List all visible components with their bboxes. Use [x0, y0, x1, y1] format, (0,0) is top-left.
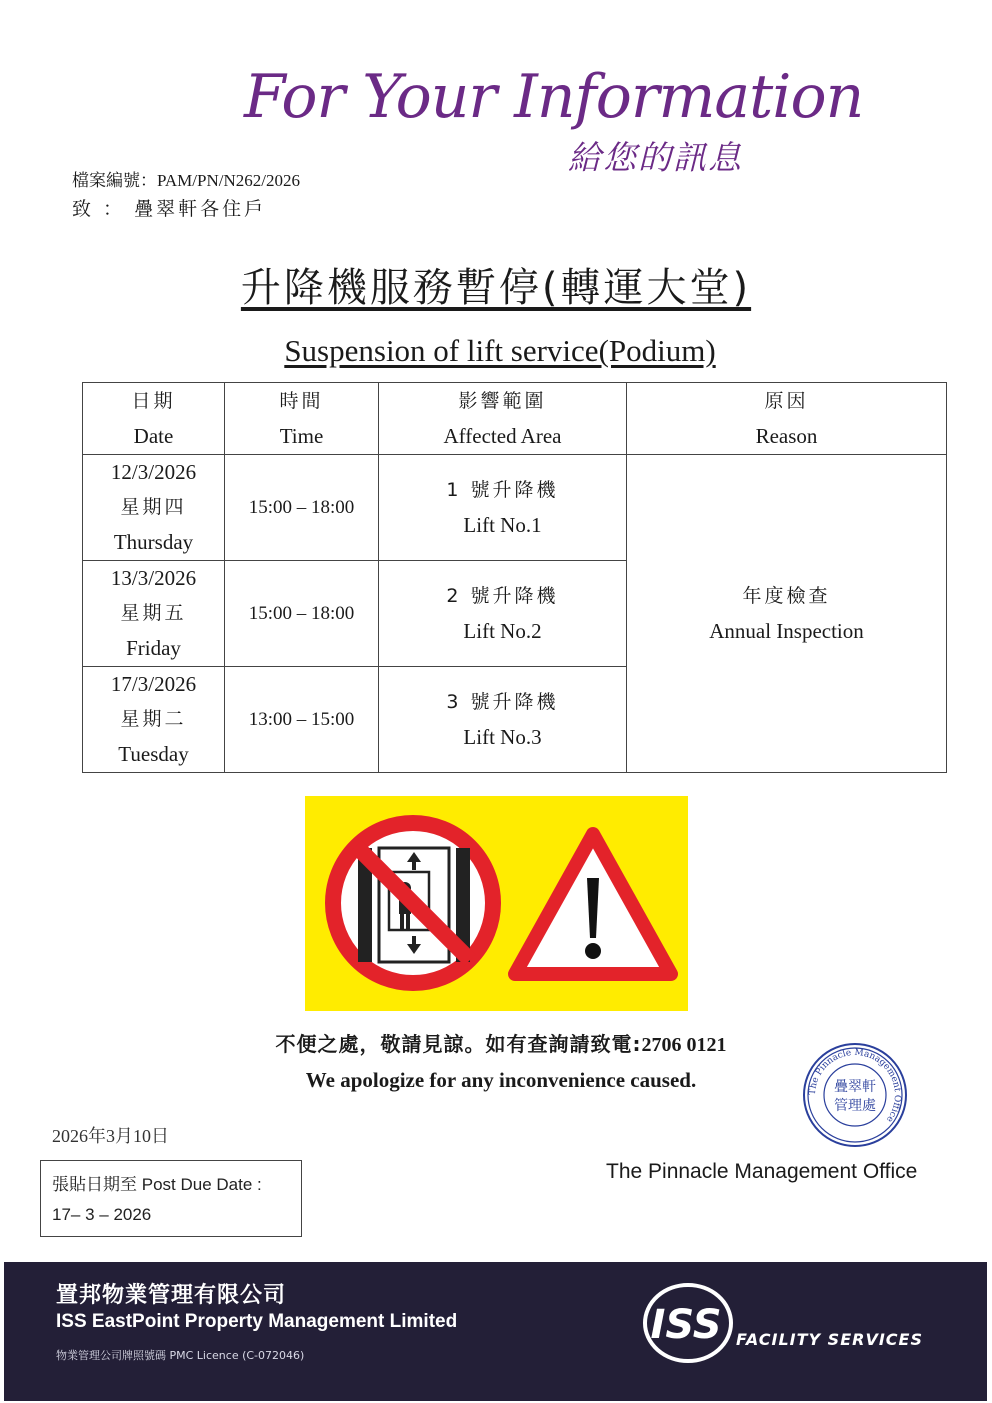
licence-number: 物業管理公司牌照號碼 PMC Licence (C-072046)	[56, 1349, 305, 1362]
iss-logo-graphic	[640, 1278, 736, 1364]
post-due-date: 17– 3 – 2026	[52, 1205, 152, 1224]
date-cell	[83, 667, 225, 773]
header-reason-en: Reason	[755, 423, 818, 448]
title-zh: 升降機服務暫停(轉運大堂)	[240, 265, 752, 311]
header-area-en: Affected Area	[443, 423, 562, 448]
header-date-zh: 日期	[131, 389, 176, 412]
sign-graphic	[305, 796, 688, 1011]
header-area	[379, 383, 627, 455]
table-header-row	[83, 383, 947, 455]
date-value: 17/3/2026	[110, 672, 197, 696]
recipient-line: 致 ： 疊翠軒各住戶	[72, 198, 267, 220]
post-due-label-en: Post Due Date :	[141, 1175, 262, 1194]
header-date	[83, 383, 225, 455]
area-en: Lift No.2	[463, 618, 542, 643]
table-row	[83, 455, 947, 561]
header-date-en: Date	[133, 423, 174, 448]
weekday-zh: 星期二	[120, 708, 187, 730]
seal-center-2: 管理處	[834, 1098, 876, 1114]
header-time-zh: 時間	[279, 389, 324, 412]
fyi-heading-zh: 給您的訊息	[568, 138, 743, 177]
reason-en: Annual Inspection	[709, 618, 864, 643]
fyi-heading: For Your Information	[244, 62, 864, 132]
lift-warning-sign	[305, 796, 688, 1011]
weekday-zh: 星期五	[120, 602, 187, 624]
seal-stamp-icon	[800, 1040, 910, 1150]
time-cell: 13:00 – 15:00	[225, 667, 379, 773]
weekday-zh: 星期四	[120, 496, 187, 518]
seal-graphic	[800, 1040, 910, 1150]
area-en: Lift No.3	[463, 724, 542, 749]
weekday-en: Thursday	[113, 530, 194, 554]
post-due-label-zh: 張貼日期至	[52, 1175, 137, 1195]
facility-services-text: FACILITY SERVICES	[736, 1330, 923, 1349]
no-lift-icon	[333, 823, 493, 983]
header-reason-zh: 原因	[764, 389, 809, 412]
reason-cell	[627, 455, 947, 773]
date-value: 13/3/2026	[110, 566, 197, 590]
time-cell: 15:00 – 18:00	[225, 455, 379, 561]
area-zh: 1 號升降機	[446, 478, 559, 501]
area-cell	[379, 561, 627, 667]
date-value: 12/3/2026	[110, 460, 197, 484]
time-cell: 15:00 – 18:00	[225, 561, 379, 667]
area-zh: 3 號升降機	[446, 690, 559, 713]
area-zh: 2 號升降機	[446, 584, 559, 607]
post-due-box	[40, 1160, 302, 1237]
warning-triangle-icon	[515, 834, 671, 974]
iss-logo-icon	[640, 1278, 736, 1364]
area-en: Lift No.1	[463, 512, 542, 537]
header-reason	[627, 383, 947, 455]
title-en: Suspension of lift service(Podium)	[284, 333, 716, 368]
date-cell	[83, 561, 225, 667]
weekday-en: Tuesday	[118, 742, 189, 766]
header-time	[225, 383, 379, 455]
area-cell	[379, 667, 627, 773]
area-cell	[379, 455, 627, 561]
apology-zh-text: 不便之處，敬請見諒。如有查詢請致電:	[275, 1032, 642, 1056]
issue-date: 2026年3月10日	[52, 1126, 169, 1146]
enquiry-phone: 2706 0121	[641, 1034, 727, 1056]
iss-logo-text: ISS	[650, 1302, 722, 1348]
seal-center-1: 疊翠軒	[834, 1079, 876, 1095]
reference-number: 檔案編號：PAM/PN/N262/2026	[72, 171, 300, 190]
office-name: The Pinnacle Management Office	[606, 1160, 918, 1183]
weekday-en: Friday	[126, 636, 181, 660]
post-due-label	[52, 1170, 290, 1200]
schedule-table	[82, 382, 947, 773]
seal-ring-path-text: The Pinnacle Management Office	[807, 1047, 903, 1124]
header-area-zh: 影響範圍	[458, 389, 547, 412]
header-time-en: Time	[279, 423, 324, 448]
reason-zh: 年度檢查	[742, 584, 831, 607]
apology-en: We apologize for any inconvenience caused.	[305, 1068, 697, 1092]
company-name-zh: 置邦物業管理有限公司	[56, 1283, 287, 1308]
date-cell	[83, 455, 225, 561]
company-name-en: ISS EastPoint Property Management Limited	[56, 1311, 458, 1332]
